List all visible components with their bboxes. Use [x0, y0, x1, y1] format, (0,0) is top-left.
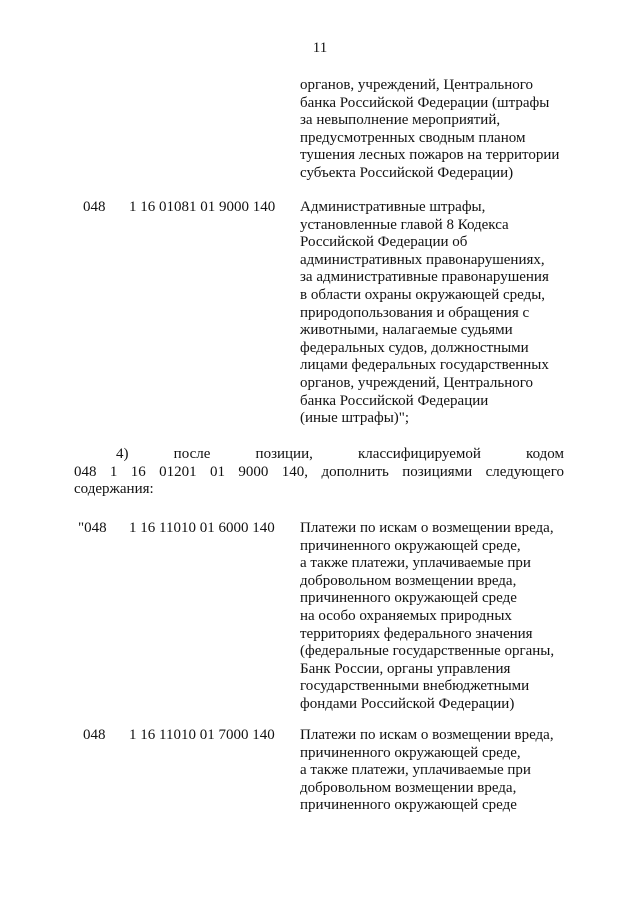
description-line: добровольном возмещении вреда, — [300, 572, 517, 589]
description-line: за административные правонарушения — [300, 269, 549, 286]
description-line: лицами федеральных государственных — [300, 357, 549, 374]
description-line: Административные штрафы, — [300, 199, 486, 215]
description-line: причиненного окружающей среде — [300, 797, 517, 814]
description-line: животными, налагаемые судьями — [300, 322, 513, 339]
admin-code: 048 — [83, 199, 106, 215]
description-line: государственными внебюджетными — [300, 678, 530, 695]
amendment-paragraph — [74, 446, 564, 499]
description-line: Платежи по искам о возмещении вреда, — [300, 520, 554, 536]
description-line: банка Российской Федерации — [300, 392, 489, 409]
description-line: административных правонарушениях, — [300, 251, 545, 268]
description-line: в области охраны окружающей среды, — [300, 286, 546, 303]
page-number: 11 — [312, 40, 328, 56]
description-line: (иные штрафы)"; — [300, 410, 410, 427]
description-line: добровольном возмещении вреда, — [300, 779, 517, 796]
description-line: предусмотренных сводным планом — [300, 129, 526, 146]
description-line: а также платежи, уплачиваемые при — [300, 762, 531, 779]
description-line: Банк России, органы управления — [300, 660, 511, 677]
description-line: органов, учреждений, Центрального — [300, 77, 534, 93]
description-line: фондами Российской Федерации) — [300, 695, 515, 712]
description-line: а также платежи, уплачиваемые при — [300, 555, 531, 572]
description-line: причиненного окружающей среде, — [300, 744, 521, 761]
description-line: тушения лесных пожаров на территории — [300, 147, 560, 164]
description-line: Платежи по искам о возмещении вреда, — [300, 727, 554, 743]
description-line: (федеральные государственные органы, — [300, 643, 555, 660]
kbk-code: 1 16 01081 01 9000 140 — [129, 199, 276, 215]
description-line: за невыполнение мероприятий, — [300, 112, 501, 129]
description-line: органов, учреждений, Центрального — [300, 374, 534, 391]
admin-code: "048 — [78, 520, 107, 536]
description-line: причиненного окружающей среде, — [300, 537, 521, 554]
kbk-code: 1 16 11010 01 7000 140 — [129, 727, 275, 743]
description-line: на особо охраняемых природных — [300, 607, 512, 624]
description — [300, 77, 600, 183]
description-line: банка Российской Федерации (штрафы — [300, 94, 550, 111]
description — [300, 199, 600, 428]
description-line: субъекта Российской Федерации) — [300, 164, 514, 181]
description-line: установленные главой 8 Кодекса — [300, 216, 509, 233]
description-line: федеральных судов, должностными — [300, 339, 529, 356]
description — [300, 727, 600, 815]
paragraph-line: 048 1 16 01201 01 9000 140, дополнить позициями следующего — [74, 463, 564, 480]
admin-code: 048 — [83, 727, 106, 743]
paragraph-line: содержания: — [74, 481, 154, 498]
description-line: природопользования и обращения с — [300, 304, 530, 321]
paragraph-line: 4) после позиции, классифицируемой кодом — [116, 446, 564, 462]
description-line: территориях федерального значения — [300, 625, 533, 642]
description-line: Российской Федерации об — [300, 234, 468, 251]
description-line: причиненного окружающей среде — [300, 590, 517, 607]
kbk-code: 1 16 11010 01 6000 140 — [129, 520, 275, 536]
description — [300, 520, 600, 714]
